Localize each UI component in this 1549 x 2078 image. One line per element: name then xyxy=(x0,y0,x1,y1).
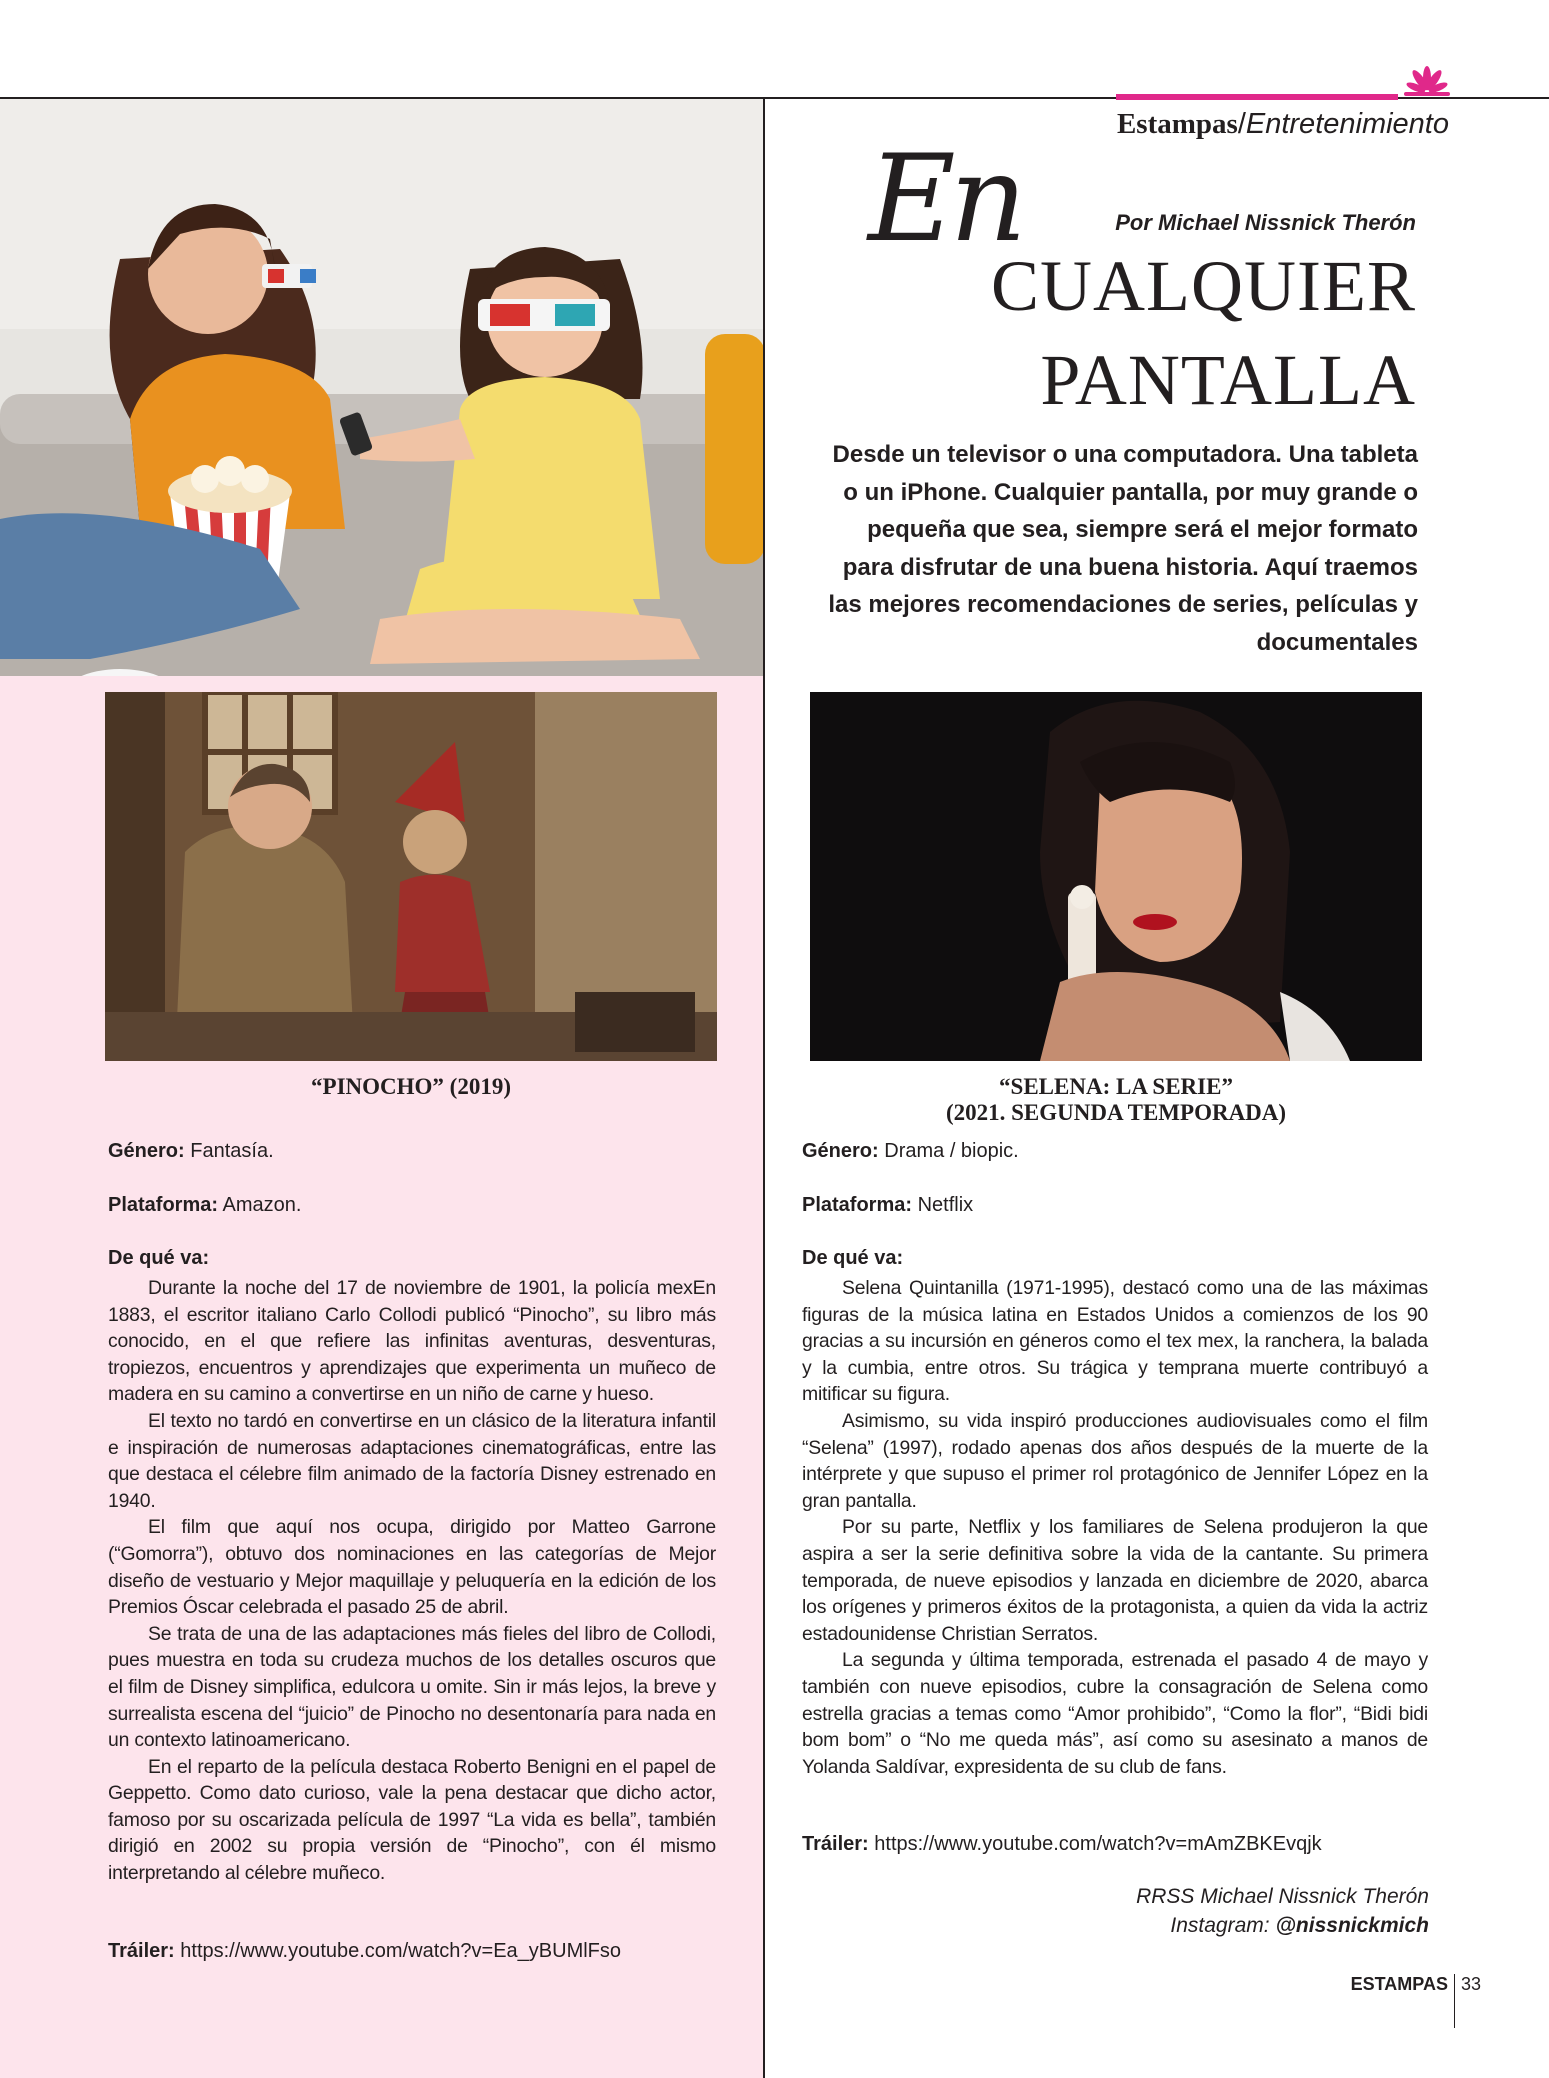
selena-paragraph-4: La segunda y última temporada, estrenada el pasado 4 de mayo y también con nueve episodios, cubre la consagración de Selena como estrella gracias a temas como “Amor prohibido”, “Como la flor”, “Bidi bidi bom bom” o “No me queda más”, así como su asesinato a manos de Yolanda Saldívar, expresidenta de su club de fans. xyxy=(802,1649,1428,1778)
title-script: En xyxy=(868,130,1021,269)
genre-value: Drama / biopic. xyxy=(884,1140,1019,1162)
footer-divider xyxy=(1454,1974,1455,2028)
pinocho-trailer xyxy=(108,1940,621,1963)
instagram-label: Instagram: xyxy=(1170,1914,1270,1937)
pinocho-about xyxy=(108,1247,209,1270)
pinocho-trailer-link[interactable]: https://www.youtube.com/watch?v=Ea_yBUMlFso xyxy=(180,1940,622,1962)
author-credits xyxy=(1136,1882,1429,1940)
about-label: De qué va: xyxy=(802,1247,904,1269)
selena-trailer-link[interactable]: https://www.youtube.com/watch?v=mAmZBKEvqjk xyxy=(874,1833,1322,1855)
pinocho-paragraph-1: Durante la noche del 17 de noviembre de 1901, la policía mexEn 1883, el escritor italiano Carlo Collodi publicó “Pinocho”, su libro más conocido, en el que refiere las infinitas aventuras, desventuras, tropiezos, encuentros y aprendizajes que experimenta un muñeco de madera en su camino a convertirse en un niño de carne y hueso. xyxy=(108,1277,716,1406)
pinocho-paragraph-3: El film que aquí nos ocupa, dirigido por Matteo Garrone (“Gomorra”), obtuvo dos nominaciones en las categorías de Mejor diseño de vestuario y Mejor maquillaje y peluquería en la edición de los Premios Óscar celebrada el pasado 25 de abril. xyxy=(108,1516,716,1619)
instagram-line xyxy=(1136,1911,1429,1940)
selena-paragraph-1: Selena Quintanilla (1971-1995), destacó como una de las máximas figuras de la música latina en Estados Unidos a comienzos de los 90 gracias a su incursión en géneros como el tex mex, la ranchera, la balada y la cumbia, entre otros. Su trágica y temprana muerte contribuyó a mitificar su figura. xyxy=(802,1277,1428,1406)
pinocho-genre xyxy=(108,1140,274,1163)
pinocho-paragraph-2: El texto no tardó en convertirse en un clásico de la literatura infantil e inspiración de numerosas adaptaciones cinematográficas, entre las que destaca el célebre film animado de la factoría Disney estrenado en 1940. xyxy=(108,1409,716,1512)
section-separator: / xyxy=(1237,108,1246,140)
subsection-name: Entretenimiento xyxy=(1245,108,1449,140)
platform-value: Netflix xyxy=(917,1194,974,1216)
section-header xyxy=(1117,108,1449,141)
selena-caption xyxy=(810,1074,1422,1126)
byline: Por Michael Nissnick Therón xyxy=(1115,210,1416,235)
trailer-label: Tráiler: xyxy=(108,1940,175,1962)
platform-value: Amazon. xyxy=(222,1194,302,1216)
selena-photo xyxy=(810,692,1422,1061)
title-line-2: PANTALLA xyxy=(1040,340,1416,420)
pinocho-photo xyxy=(105,692,717,1061)
selena-platform xyxy=(802,1194,973,1217)
lotus-ornament-icon xyxy=(1398,64,1456,98)
genre-label: Género: xyxy=(108,1140,185,1162)
genre-value: Fantasía. xyxy=(190,1140,274,1162)
page-number: 33 xyxy=(1460,1974,1481,1994)
pinocho-body xyxy=(108,1275,716,1887)
section-accent-bar xyxy=(1116,94,1398,100)
page-footer xyxy=(1351,1974,1481,2028)
hero-photo xyxy=(0,99,763,676)
selena-body xyxy=(802,1275,1428,1780)
about-label: De qué va: xyxy=(108,1247,210,1269)
selena-paragraph-2: Asimismo, su vida inspiró producciones audiovisuales como el film “Selena” (1997), rodado apenas dos años después de la muerte de la intérprete y que supuso el primer rol protagónico de Jennifer López en la gran pantalla. xyxy=(802,1409,1428,1512)
title-line-1: CUALQUIER xyxy=(991,246,1416,326)
column-divider xyxy=(763,98,765,2078)
selena-paragraph-3: Por su parte, Netflix y los familiares de Selena produjeron la que aspira a ser la serie definitiva sobre la vida de la cantante. Su primera temporada, de nueve episodios y lanzada en diciembre de 2020, abarca los orígenes y primeros éxitos de la protagonista, a quien da vida la actriz estadounidense Christian Serratos. xyxy=(802,1516,1428,1645)
selena-caption-line-2: (2021. SEGUNDA TEMPORADA) xyxy=(945,1100,1287,1125)
pinocho-platform xyxy=(108,1194,301,1217)
instagram-handle[interactable]: @nissnickmich xyxy=(1275,1914,1429,1937)
pinocho-paragraph-5: En el reparto de la película destaca Roberto Benigni en el papel de Geppetto. Como dato curioso, vale la pena destacar que dicho actor, famoso por su oscarizada película de 1997 “La vida es bella”, también dirigió en 2002 su propia versión de “Pinocho”, con él mismo interpretando al célebre muñeco. xyxy=(108,1755,716,1885)
trailer-label: Tráiler: xyxy=(802,1833,869,1855)
article-intro: Desde un televisor o una computadora. Una tableta o un iPhone. Cualquier pantalla, por muy grande o pequeña que sea, siempre será el mejor formato para disfrutar de una buena historia. Aquí traemos las mejores recomendaciones de series, películas y documentales xyxy=(828,441,1418,656)
pinocho-caption: “PINOCHO” (2019) xyxy=(311,1074,511,1099)
genre-label: Género: xyxy=(802,1140,879,1162)
platform-label: Plataforma: xyxy=(108,1194,219,1216)
footer-brand: ESTAMPAS xyxy=(1350,1974,1448,1994)
rrss-line: RRSS Michael Nissnick Therón xyxy=(1136,1885,1429,1908)
selena-trailer xyxy=(802,1833,1322,1856)
selena-genre xyxy=(802,1140,1019,1163)
selena-caption-line-1: “SELENA: LA SERIE” xyxy=(999,1074,1233,1099)
selena-about xyxy=(802,1247,903,1270)
pinocho-paragraph-4: Se trata de una de las adaptaciones más fieles del libro de Collodi, pues muestra en toda su crudeza muchos de los detalles oscuros que el film de Disney simplifica, edulcora u omite. Sin ir más lejos, la breve y surrealista escena del “juicio” de Pinocho no desentonaría para nada en un contexto latinoamericano. xyxy=(108,1622,716,1752)
platform-label: Plataforma: xyxy=(802,1194,913,1216)
section-name: Estampas xyxy=(1116,108,1238,140)
